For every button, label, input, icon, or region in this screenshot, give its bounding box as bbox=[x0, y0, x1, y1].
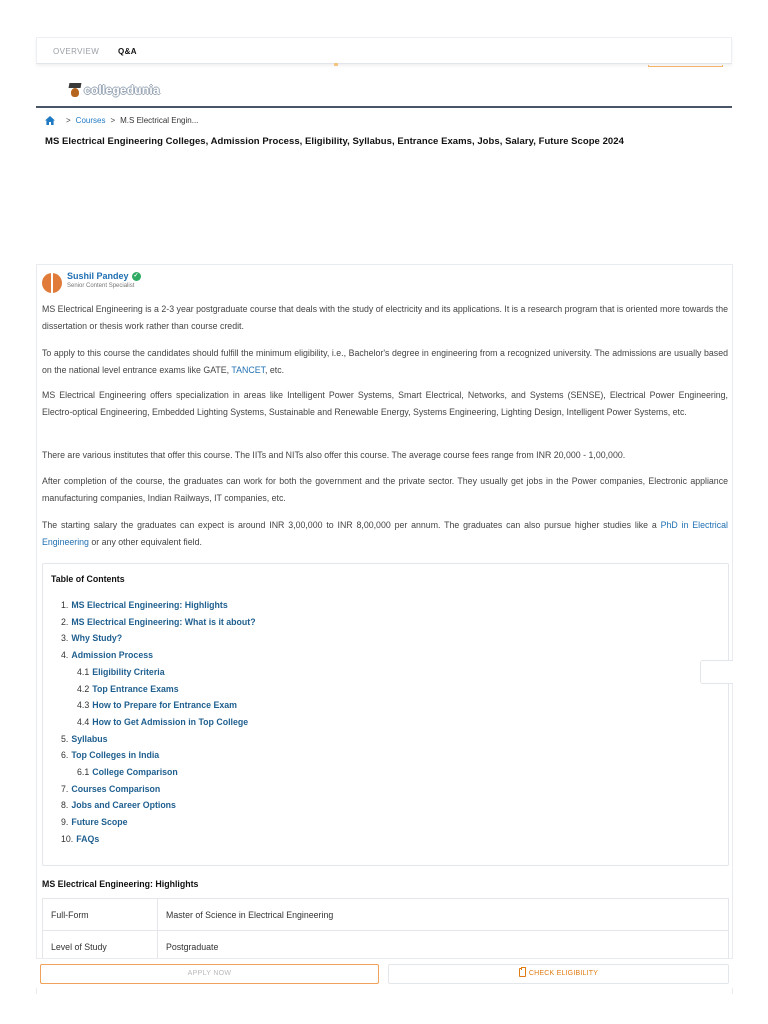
toc-item-link[interactable]: FAQs bbox=[76, 833, 100, 844]
toc-item-number: 6.1 bbox=[77, 767, 90, 778]
tab-qa[interactable]: Q&A bbox=[118, 47, 137, 56]
highlights-heading: MS Electrical Engineering: Highlights bbox=[42, 879, 199, 889]
verified-icon: ✓ bbox=[133, 272, 139, 279]
tab-bar bbox=[36, 37, 732, 64]
table-cell-key: Full-Form bbox=[43, 899, 158, 931]
toc-item-link[interactable]: Syllabus bbox=[71, 733, 108, 744]
tab-overview[interactable]: OVERVIEW bbox=[53, 47, 100, 56]
breadcrumb bbox=[45, 116, 198, 125]
toc-list bbox=[61, 597, 256, 848]
tancet-link[interactable]: TANCET bbox=[231, 364, 265, 375]
salary-paragraph bbox=[42, 517, 728, 550]
phd-electrical-link[interactable]: PhD in Electrical Engineering bbox=[42, 520, 728, 547]
toc-item-link[interactable]: How to Prepare for Entrance Exam bbox=[92, 700, 237, 711]
toc-item-link[interactable]: Why Study? bbox=[71, 633, 123, 644]
table-cell-key: Level of Study bbox=[43, 931, 158, 963]
author-name[interactable]: Sushil Pandey bbox=[67, 271, 129, 281]
home-icon[interactable] bbox=[45, 116, 55, 125]
eligibility-paragraph bbox=[42, 345, 728, 378]
author-role: Senior Content Specialist bbox=[67, 283, 135, 289]
intro-paragraph: MS Electrical Engineering is a 2-3 year postgraduate course that deals with the study of electricity and its applications. It is a research program that is oriented more towards the dissertation or thesis work rather than course credit. bbox=[42, 304, 728, 331]
toc-item bbox=[61, 731, 256, 748]
article-card bbox=[36, 264, 733, 994]
toc-item bbox=[61, 664, 256, 681]
table-of-contents bbox=[42, 563, 729, 866]
check-eligibility-label: CHECK ELIGIBILITY bbox=[528, 970, 599, 977]
tiny-indicator bbox=[334, 63, 338, 66]
toc-item-link[interactable]: MS Electrical Engineering: What is it about? bbox=[71, 616, 256, 627]
clipboard-icon bbox=[519, 968, 526, 977]
toc-item bbox=[61, 681, 256, 698]
toc-item-link[interactable]: College Comparison bbox=[92, 767, 178, 778]
highlights-table bbox=[42, 898, 729, 963]
toc-item bbox=[61, 814, 256, 831]
toc-item-number: 8. bbox=[61, 800, 69, 811]
toc-item bbox=[61, 831, 256, 848]
toc-item bbox=[61, 797, 256, 814]
logo-text: collegedunia bbox=[84, 83, 160, 97]
toc-item-number: 1. bbox=[61, 600, 69, 610]
toc-title: Table of Contents bbox=[51, 574, 125, 584]
table-cell-value: Master of Science in Electrical Engineering bbox=[158, 899, 729, 931]
toc-item-number: 4.2 bbox=[77, 683, 90, 694]
toc-item bbox=[61, 614, 256, 631]
table-cell-value: Postgraduate bbox=[158, 931, 729, 963]
breadcrumb-separator: > bbox=[66, 116, 71, 125]
toc-item-link[interactable]: Top Colleges in India bbox=[71, 750, 160, 761]
toc-item-number: 7. bbox=[61, 783, 69, 794]
toc-item-number: 4.3 bbox=[77, 700, 90, 711]
toc-item bbox=[61, 714, 256, 731]
toc-item-link[interactable]: Courses Comparison bbox=[71, 783, 161, 794]
toc-item-number: 6. bbox=[61, 750, 69, 761]
careers-paragraph: After completion of the course, the graduates can work for both the government and the private sector. They usually get jobs in the Power companies, Electronic appliance manufacturing companies, Indian Railways, IT companies, etc. bbox=[42, 476, 728, 503]
toc-item-number: 4.4 bbox=[77, 716, 90, 727]
toc-item-link[interactable]: Top Entrance Exams bbox=[92, 683, 179, 694]
toc-item-link[interactable]: Future Scope bbox=[71, 817, 128, 828]
breadcrumb-current: M.S Electrical Engin... bbox=[120, 116, 199, 125]
apply-now-button[interactable]: APPLY NOW bbox=[40, 964, 379, 984]
toc-item-number: 9. bbox=[61, 817, 69, 828]
institutes-paragraph: There are various institutes that offer this course. The IITs and NITs also offer this course. The average course fees range from INR 20,000 - 1,00,000. bbox=[42, 450, 626, 460]
header-divider bbox=[36, 106, 732, 108]
toc-item-number: 4.1 bbox=[77, 666, 90, 677]
side-widget-button[interactable] bbox=[700, 660, 733, 684]
toc-item bbox=[61, 747, 256, 764]
toc-item bbox=[61, 697, 256, 714]
breadcrumb-separator: > bbox=[110, 116, 116, 125]
salary-text-end: or any other equivalent field. bbox=[88, 536, 202, 547]
toc-item bbox=[61, 764, 256, 781]
toc-item-link[interactable]: Eligibility Criteria bbox=[92, 666, 165, 677]
toc-item bbox=[61, 647, 256, 664]
bottom-action-bar bbox=[36, 958, 733, 988]
toc-item-link[interactable]: MS Electrical Engineering: Highlights bbox=[71, 600, 228, 610]
toc-item bbox=[61, 630, 256, 647]
specialization-paragraph: MS Electrical Engineering offers specialization in areas like Intelligent Power Systems, Smart Electrical, Networks, and Systems (SENSE), Electrical Power Engineering, Electro-optical Engineering, Embedded Lighting Systems, Sustainable and Renewable Energy, Systems Engineering, Lighting Design, Intelligent Power Systems, etc. bbox=[42, 390, 728, 417]
toc-item bbox=[61, 781, 256, 798]
toc-item-number: 10. bbox=[61, 833, 74, 844]
toc-item-link[interactable]: Jobs and Career Options bbox=[71, 800, 176, 811]
table-row bbox=[43, 899, 729, 931]
header-button-edge[interactable] bbox=[648, 65, 723, 67]
eligibility-text-end: , etc. bbox=[264, 364, 285, 375]
toc-item bbox=[61, 597, 256, 614]
check-eligibility-button[interactable] bbox=[388, 964, 729, 984]
logo-mark-icon bbox=[68, 83, 82, 97]
toc-item-number: 2. bbox=[61, 616, 69, 627]
site-logo[interactable] bbox=[68, 80, 160, 100]
toc-item-number: 4. bbox=[61, 650, 69, 661]
toc-item-link[interactable]: How to Get Admission in Top College bbox=[92, 716, 249, 727]
toc-item-number: 5. bbox=[61, 733, 69, 744]
eligibility-text: To apply to this course the candidates should fulfill the minimum eligibility, i.e., Bachelor's degree in engineering from a recognized university. The admissions are usually based on the national level entrance exams like GATE, bbox=[42, 348, 728, 375]
breadcrumb-courses[interactable]: Courses bbox=[75, 116, 106, 125]
toc-item-link[interactable]: Admission Process bbox=[71, 650, 153, 661]
toc-item-number: 3. bbox=[61, 633, 69, 644]
salary-text: The starting salary the graduates can expect is around INR 3,00,000 to INR 8,00,000 per annum. The graduates can also pursue higher studies like a bbox=[42, 520, 661, 530]
avatar[interactable] bbox=[42, 273, 62, 293]
author-byline bbox=[42, 271, 141, 293]
page-title: MS Electrical Engineering Colleges, Admission Process, Eligibility, Syllabus, Entrance Exams, Jobs, Salary, Future Scope 2024 bbox=[45, 136, 624, 147]
